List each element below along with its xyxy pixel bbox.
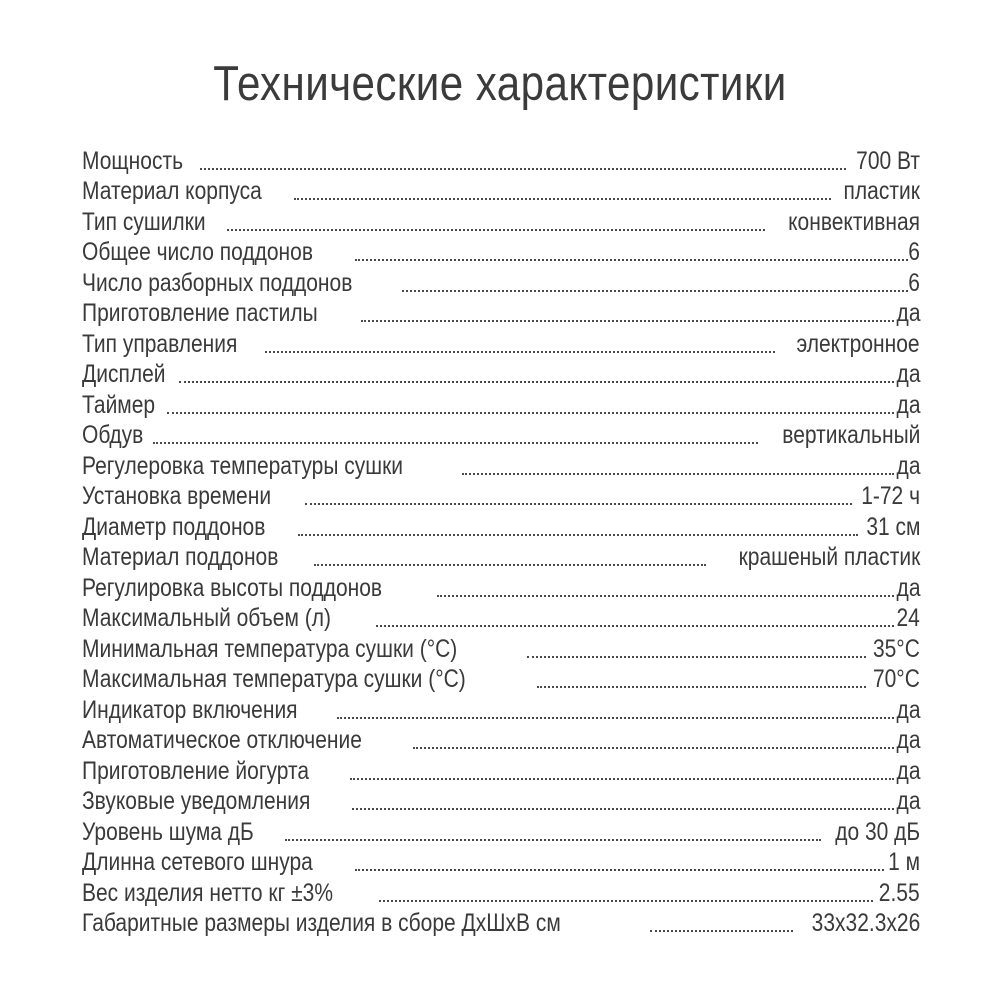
spec-label: Регулировка высоты поддонов — [82, 573, 383, 602]
dot-leader — [413, 747, 893, 749]
dot-leader — [376, 625, 894, 627]
dot-leader — [314, 564, 706, 566]
dot-leader — [305, 503, 852, 505]
dot-leader — [537, 686, 866, 688]
spec-label: Длинна сетевого шнура — [82, 848, 313, 876]
spec-row — [82, 176, 920, 207]
spec-value: конвективная — [788, 207, 920, 236]
spec-value: 700 Вт — [856, 146, 920, 175]
spec-value: 6 — [908, 238, 920, 266]
spec-label: Габаритные размеры изделия в сборе ДхШхВ см — [82, 909, 561, 937]
spec-label: Мощность — [82, 146, 184, 175]
spec-row — [82, 908, 920, 939]
dot-leader — [153, 442, 758, 444]
spec-row — [82, 633, 920, 664]
dot-leader — [437, 595, 893, 597]
spec-value: вертикальный — [781, 421, 920, 449]
spec-label: Диаметр поддонов — [82, 512, 266, 541]
spec-value: 1-72 ч — [861, 482, 920, 510]
spec-value: пластик — [843, 177, 920, 205]
spec-row — [82, 450, 920, 481]
spec-value: 31 см — [865, 512, 920, 541]
spec-value: 24 — [896, 604, 920, 632]
spec-value: электронное — [796, 329, 920, 358]
spec-label: Материал поддонов — [82, 543, 279, 571]
spec-value: 33х32.3х26 — [811, 909, 920, 937]
dot-leader — [285, 839, 821, 841]
dot-leader — [337, 717, 894, 719]
spec-value: да — [896, 360, 920, 388]
spec-value: да — [896, 299, 920, 327]
spec-row — [82, 389, 920, 420]
spec-row — [82, 420, 920, 451]
spec-value: да — [896, 695, 920, 724]
spec-row — [82, 877, 920, 908]
spec-list — [82, 145, 920, 938]
spec-value: 70°С — [873, 665, 920, 693]
dot-leader — [200, 168, 846, 170]
spec-value: 1 м — [888, 848, 920, 876]
dot-leader — [179, 381, 893, 383]
spec-row — [82, 267, 920, 298]
dot-leader — [355, 869, 884, 871]
dot-leader — [650, 930, 793, 932]
spec-row — [82, 206, 920, 237]
spec-row — [82, 298, 920, 329]
spec-value: да — [896, 390, 920, 419]
spec-row — [82, 542, 920, 573]
spec-row — [82, 847, 920, 878]
spec-value: да — [896, 787, 920, 815]
spec-value: да — [896, 573, 920, 602]
spec-label: Тип управления — [82, 329, 238, 358]
page-title: Технические характеристики — [213, 57, 787, 111]
dot-leader — [355, 259, 908, 261]
spec-row — [82, 237, 920, 268]
spec-label: Число разборных поддонов — [82, 268, 353, 297]
spec-value: да — [896, 726, 920, 754]
spec-label: Тип сушилки — [82, 207, 206, 236]
spec-label: Приготовление пастилы — [82, 299, 318, 327]
spec-row — [82, 816, 920, 847]
spec-value: да — [896, 451, 920, 480]
spec-label: Максимальная температура сушки (°С) — [82, 665, 466, 693]
spec-value: 6 — [908, 268, 920, 297]
spec-label: Обдув — [82, 421, 144, 449]
spec-value: крашеный пластик — [738, 543, 920, 571]
spec-label: Материал корпуса — [82, 177, 262, 205]
spec-label: Регулеровка температуры сушки — [82, 451, 404, 480]
spec-label: Автоматическое отключение — [82, 726, 362, 754]
spec-row — [82, 725, 920, 756]
dot-leader — [265, 351, 775, 353]
spec-row — [82, 664, 920, 695]
dot-leader — [227, 229, 765, 231]
spec-label: Приготовление йогурта — [82, 756, 310, 785]
dot-leader — [527, 656, 866, 658]
spec-value: да — [896, 756, 920, 785]
spec-label: Вес изделия нетто кг ±3% — [82, 878, 334, 907]
spec-row — [82, 481, 920, 512]
spec-label: Звуковые уведомления — [82, 787, 311, 815]
spec-row — [82, 572, 920, 603]
spec-row — [82, 511, 920, 542]
spec-label: Минимальная температура сушки (°С) — [82, 634, 458, 663]
spec-label: Индикатор включения — [82, 695, 298, 724]
spec-value: до 30 дБ — [835, 817, 920, 846]
spec-label: Общее число поддонов — [82, 238, 313, 266]
spec-row — [82, 694, 920, 725]
dot-leader — [402, 290, 908, 292]
dot-leader — [294, 198, 831, 200]
spec-value: 2.55 — [879, 878, 920, 907]
dot-leader — [361, 320, 894, 322]
spec-row — [82, 145, 920, 176]
spec-label: Уровень шума дБ — [82, 817, 254, 846]
spec-label: Установка времени — [82, 482, 272, 510]
dot-leader — [167, 412, 893, 414]
spec-row — [82, 755, 920, 786]
dot-leader — [379, 900, 874, 902]
dot-leader — [462, 473, 893, 475]
spec-label: Таймер — [82, 390, 156, 419]
spec-label: Дисплей — [82, 360, 166, 388]
spec-row — [82, 328, 920, 359]
dot-leader — [352, 808, 894, 810]
dot-leader — [298, 534, 857, 536]
spec-label: Максимальный объем (л) — [82, 604, 331, 632]
spec-value: 35°С — [873, 634, 920, 663]
dot-leader — [350, 778, 893, 780]
spec-row — [82, 359, 920, 390]
spec-row — [82, 786, 920, 817]
spec-row — [82, 603, 920, 634]
